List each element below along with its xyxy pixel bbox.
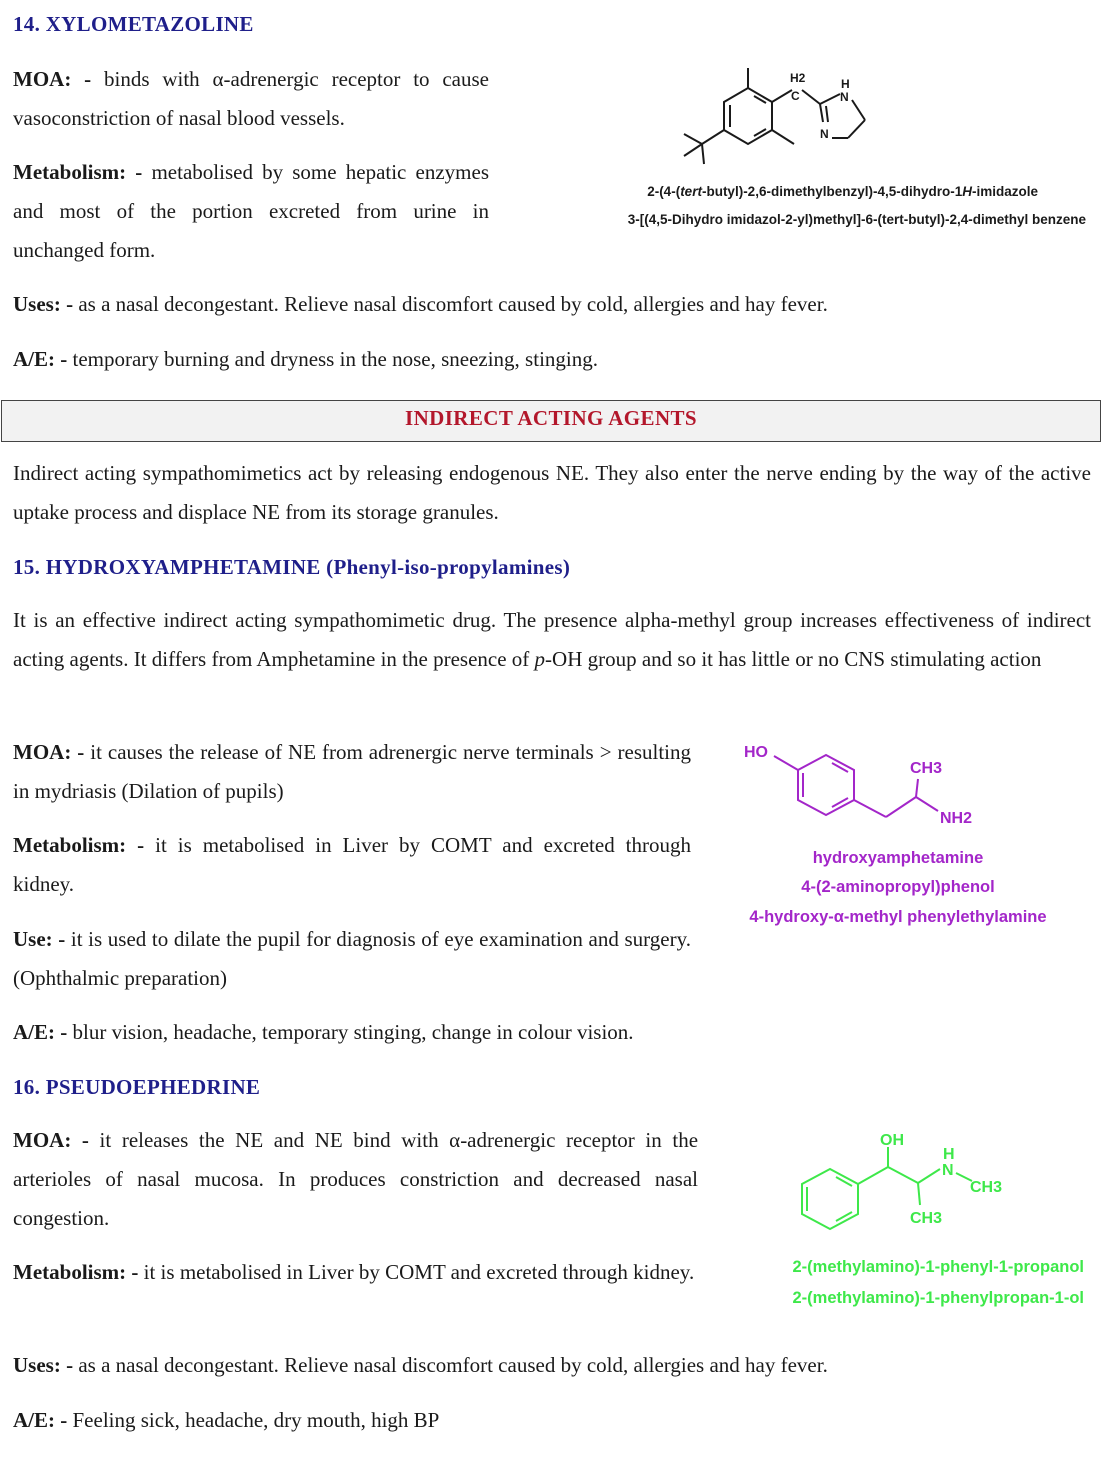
metabolism-text: it is metabolised in Liver by COMT and excreted through kidney.	[143, 1260, 695, 1284]
uses-label: Uses: -	[13, 292, 74, 316]
caption-part: -imidazole	[971, 184, 1038, 199]
hydroxy-caption-name: hydroxyamphetamine	[812, 849, 984, 867]
atom-ch3: CH3	[910, 760, 943, 777]
atom-h2: H2	[790, 71, 806, 85]
hydroxy-ae-paragraph	[13, 1013, 1091, 1052]
atom-c: C	[791, 89, 800, 103]
xylo-caption-iupac-2: 3-[(4,5-Dihydro imidazol-2-yl)methyl]-6-(tert-butyl)-2,4-dimethyl benzene	[627, 212, 1086, 227]
atom-n: N	[942, 1162, 954, 1179]
hydroxy-intro-paragraph	[13, 601, 1091, 679]
use-label: Use: -	[13, 927, 66, 951]
pseudo-metabolism-paragraph	[13, 1253, 698, 1292]
moa-text: it causes the release of NE from adrenergic nerve terminals > resulting in mydriasis (Dilation of pupils)	[13, 740, 692, 803]
uses-text: as a nasal decongestant. Relieve nasal discomfort caused by cold, allergies and hay fever.	[78, 1353, 828, 1377]
ae-label: A/E: -	[13, 1020, 68, 1044]
metabolism-label: Metabolism: -	[13, 160, 143, 184]
indirect-intro-paragraph: Indirect acting sympathomimetics act by releasing endogenous NE. They also enter the nerve ending by the way of the active uptake process and displace NE from its storage granules.	[13, 461, 1091, 524]
pseudo-moa-paragraph	[13, 1121, 698, 1238]
xylo-ae-paragraph	[13, 340, 1093, 379]
atom-ho: HO	[744, 744, 768, 761]
metabolism-label: Metabolism: -	[13, 833, 145, 857]
caption-part: -butyl)-2,6-dimethylbenzyl)-4,5-dihydro-1	[701, 184, 963, 199]
section-banner-indirect	[1, 400, 1101, 442]
intro-text: It is an effective indirect acting sympathomimetic drug. The presence alpha-methyl group increases effectiveness of indirect acting agents. It differs from Amphetamine in the presence of	[13, 608, 1091, 671]
xylo-moa-paragraph	[13, 60, 489, 138]
xylo-metabolism-paragraph	[13, 153, 489, 270]
pseudo-ae-paragraph	[13, 1401, 1093, 1440]
metabolism-text: metabolised by some hepatic enzymes and most of the portion excreted from urine in unchanged form.	[13, 160, 490, 262]
xylo-uses-paragraph	[13, 285, 1093, 324]
intro-italic: p	[534, 647, 546, 671]
banner-title: INDIRECT ACTING AGENTS	[405, 406, 697, 430]
caption-italic: H	[962, 184, 972, 199]
hydroxyamphetamine-structure	[740, 735, 1000, 840]
hydroxy-caption-alt: 4-hydroxy-α-methyl phenylethylamine	[749, 908, 1047, 926]
metabolism-label: Metabolism: -	[13, 1260, 139, 1284]
atom-ch3-n: CH3	[970, 1179, 1003, 1196]
atom-n1: N	[840, 90, 849, 104]
pseudo-caption-iupac-1: 2-(methylamino)-1-phenyl-1-propanol	[792, 1258, 1084, 1276]
xylo-caption-iupac-1	[500, 184, 1038, 199]
pseudo-caption-iupac-2: 2-(methylamino)-1-phenylpropan-1-ol	[792, 1289, 1084, 1307]
hydroxy-metabolism-paragraph	[13, 826, 691, 904]
section-title-hydroxyamphetamine: 15. HYDROXYAMPHETAMINE (Phenyl-iso-propylamines)	[13, 555, 571, 579]
atom-ch3-c: CH3	[910, 1210, 943, 1227]
atom-h: H	[841, 77, 850, 91]
atom-h: H	[943, 1146, 955, 1163]
section-title-xylometazoline: 14. XYLOMETAZOLINE	[13, 12, 254, 36]
moa-text: it releases the NE and NE bind with α-adrenergic receptor in the arterioles of nasal mucosa. In produces constriction and decreased nasal congestion.	[13, 1128, 699, 1230]
hydroxy-use-paragraph	[13, 920, 691, 998]
section-title-pseudoephedrine: 16. PSEUDOEPHEDRINE	[13, 1075, 261, 1099]
ae-label: A/E: -	[13, 347, 68, 371]
metabolism-text: it is metabolised in Liver by COMT and excreted through kidney.	[13, 833, 692, 896]
moa-text: binds with α-adrenergic receptor to cause vasoconstriction of nasal blood vessels.	[13, 67, 489, 130]
pseudo-uses-paragraph	[13, 1346, 1093, 1385]
hydroxy-caption-iupac: 4-(2-aminopropyl)phenol	[801, 878, 995, 896]
moa-label: MOA: -	[13, 67, 92, 91]
hydroxy-moa-paragraph	[13, 733, 691, 811]
atom-nh2: NH2	[940, 810, 973, 827]
caption-part: 2-(4-(	[647, 184, 681, 199]
caption-italic: tert	[680, 184, 702, 199]
use-text: it is used to dilate the pupil for diagnosis of eye examination and surgery. (Ophthalmic preparation)	[13, 927, 691, 990]
xylometazoline-structure	[660, 60, 890, 180]
moa-label: MOA: -	[13, 1128, 89, 1152]
uses-label: Uses: -	[13, 1353, 74, 1377]
intro-text: -OH group and so it has little or no CNS stimulating action	[545, 647, 1042, 671]
ae-text: blur vision, headache, temporary stinging, change in colour vision.	[72, 1020, 634, 1044]
ae-text: temporary burning and dryness in the nose, sneezing, stinging.	[72, 347, 598, 371]
atom-oh: OH	[880, 1132, 904, 1149]
ae-label: A/E: -	[13, 1408, 68, 1432]
atom-n2: N	[820, 127, 829, 141]
ae-text: Feeling sick, headache, dry mouth, high BP	[72, 1408, 440, 1432]
pseudoephedrine-structure	[780, 1125, 1020, 1235]
uses-text: as a nasal decongestant. Relieve nasal discomfort caused by cold, allergies and hay fever.	[78, 292, 828, 316]
moa-label: MOA: -	[13, 740, 85, 764]
